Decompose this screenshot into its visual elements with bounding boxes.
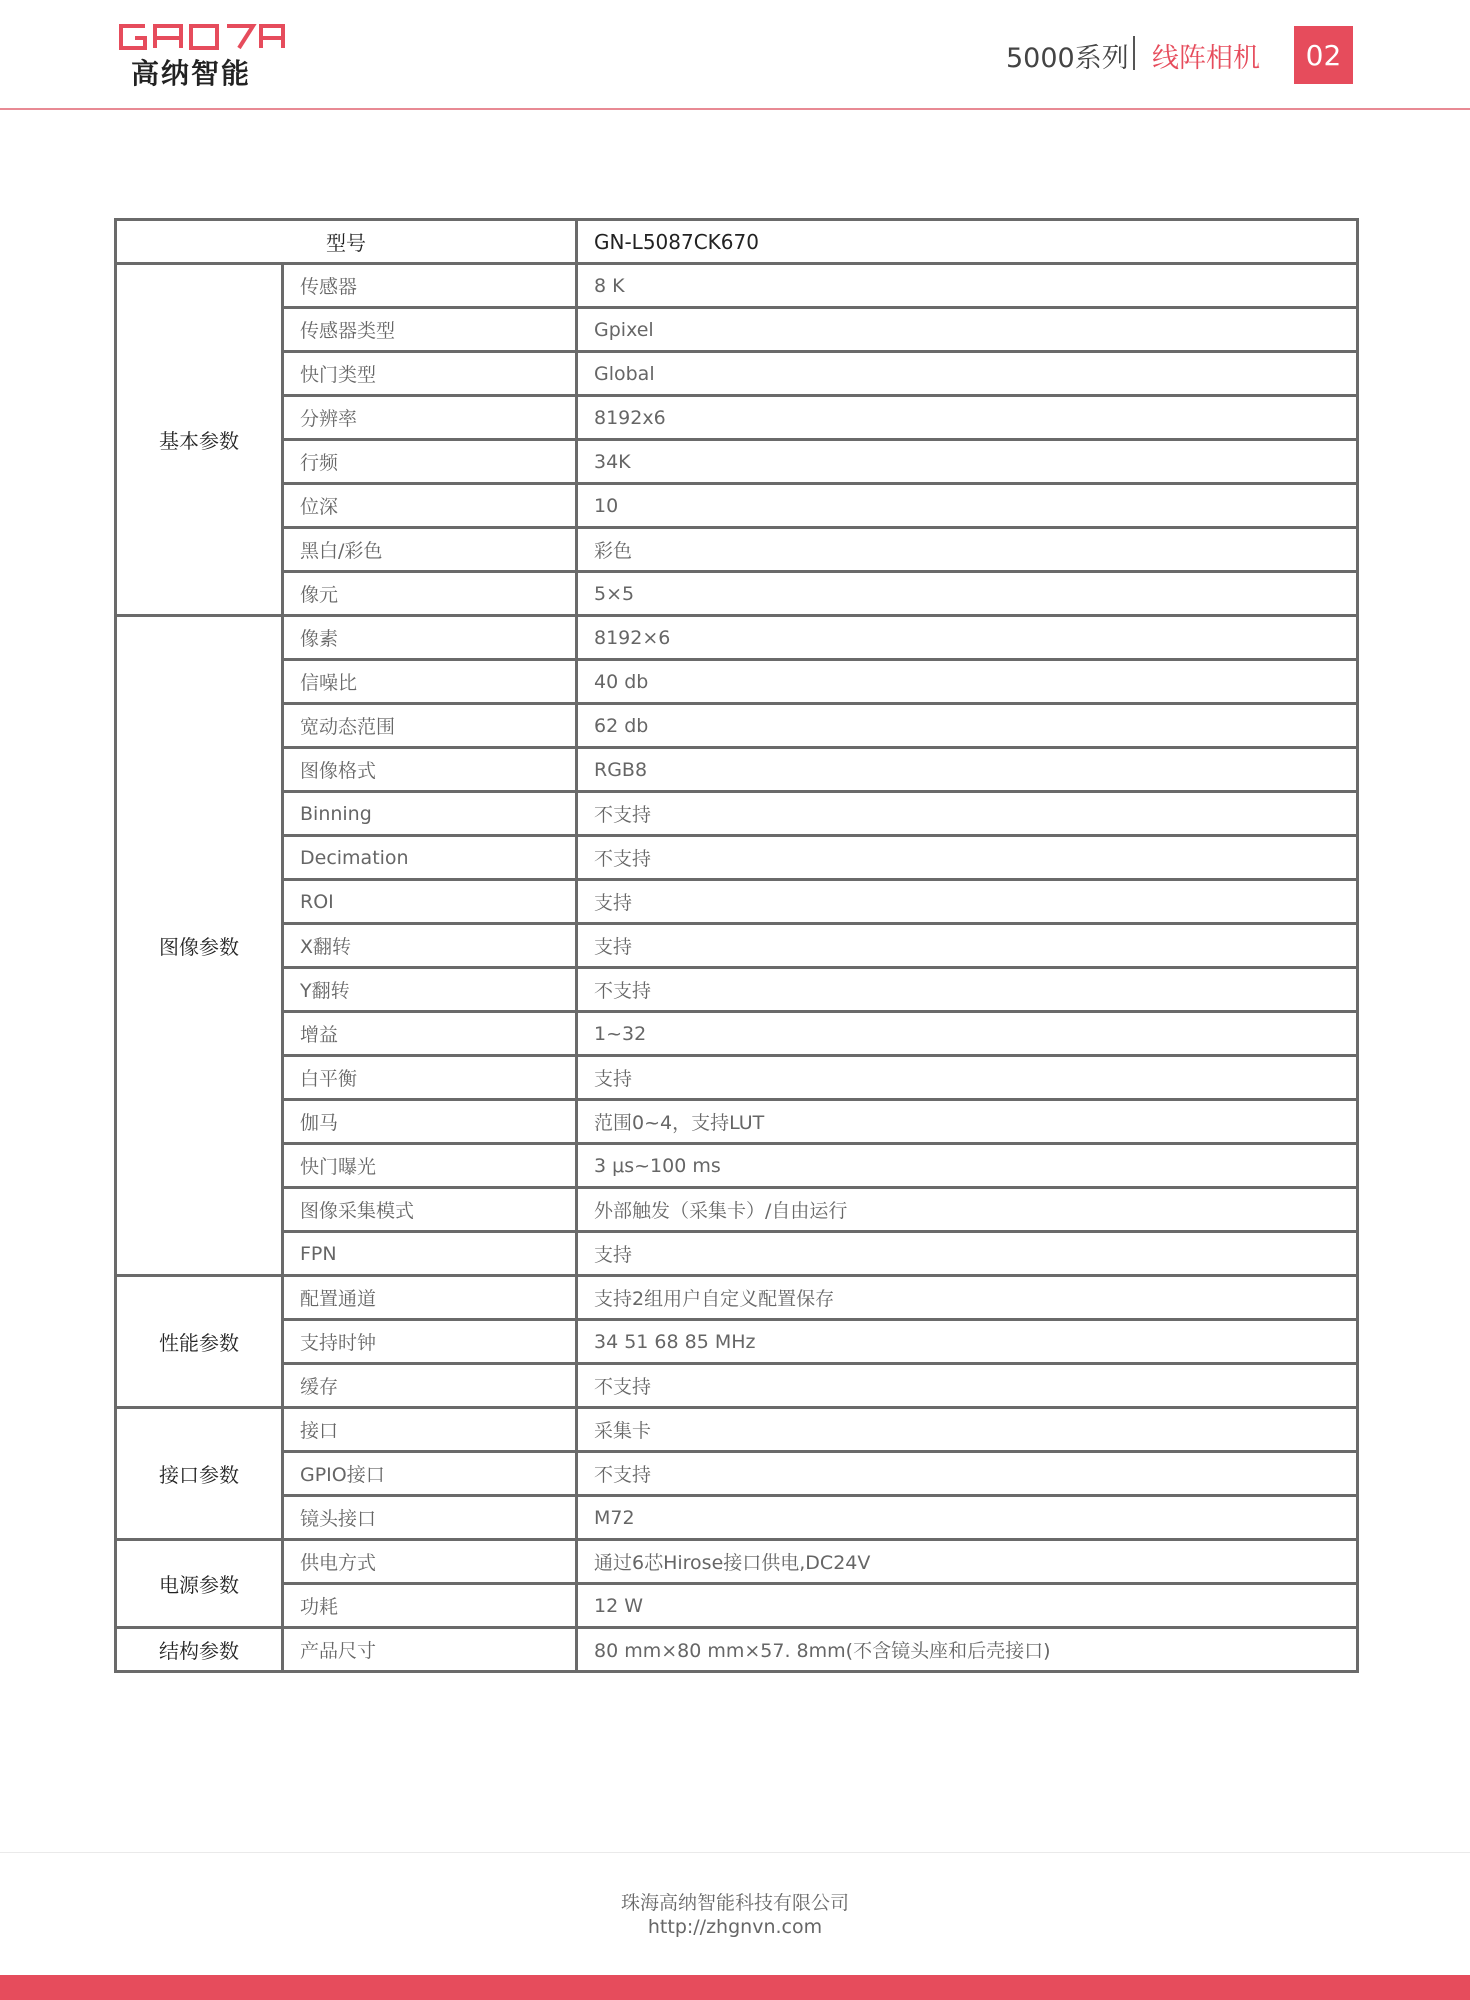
spec-row [116, 528, 1358, 572]
param-name-cell: 图像采集模式 [283, 1188, 577, 1232]
spec-row [116, 836, 1358, 880]
param-value-cell: 不支持 [577, 1364, 1358, 1408]
company-name: 珠海高纳智能科技有限公司 [620, 1892, 849, 1914]
spec-row [116, 440, 1358, 484]
param-name-cell: 像素 [283, 616, 577, 660]
logo-text: 高纳智能 [131, 57, 252, 90]
param-name-cell: 像元 [283, 572, 577, 616]
model-row [116, 220, 1358, 264]
param-name-cell: FPN [283, 1232, 577, 1276]
param-name-cell: Binning [283, 792, 577, 836]
bottom-accent-bar [0, 1975, 1470, 2000]
spec-row [116, 396, 1358, 440]
param-name-cell: 传感器 [283, 264, 577, 308]
spec-row [116, 1188, 1358, 1232]
param-value-cell: 5×5 [577, 572, 1358, 616]
param-name-cell: 伽马 [283, 1100, 577, 1144]
param-name-cell: Y翻转 [283, 968, 577, 1012]
category-cell: 图像参数 [116, 616, 283, 1276]
spec-row [116, 1056, 1358, 1100]
category-cell: 性能参数 [116, 1276, 283, 1408]
param-value-cell: 彩色 [577, 528, 1358, 572]
param-value-cell: 3 μs~100 ms [577, 1144, 1358, 1188]
category-cell: 结构参数 [116, 1628, 283, 1672]
company-logo[interactable] [115, 22, 285, 92]
spec-table-body [116, 220, 1358, 1672]
param-value-cell: 10 [577, 484, 1358, 528]
param-name-cell: Decimation [283, 836, 577, 880]
spec-row [116, 880, 1358, 924]
param-value-cell: Global [577, 352, 1358, 396]
param-value-cell: 通过6芯Hirose接口供电,DC24V [577, 1540, 1358, 1584]
header-divider [0, 108, 1470, 110]
param-value-cell: 12 W [577, 1584, 1358, 1628]
param-value-cell: 80 mm×80 mm×57. 8mm(不含镜头座和后壳接口) [577, 1628, 1358, 1672]
header-separator [1133, 36, 1135, 70]
param-value-cell: RGB8 [577, 748, 1358, 792]
series-label: 5000系列 [1006, 43, 1129, 74]
spec-row [116, 1100, 1358, 1144]
param-name-cell: 快门类型 [283, 352, 577, 396]
param-name-cell: 镜头接口 [283, 1496, 577, 1540]
param-value-cell: 34K [577, 440, 1358, 484]
spec-row [116, 1364, 1358, 1408]
spec-row [116, 1628, 1358, 1672]
spec-row [116, 1144, 1358, 1188]
spec-row [116, 1276, 1358, 1320]
param-name-cell: 信噪比 [283, 660, 577, 704]
param-name-cell: 快门曝光 [283, 1144, 577, 1188]
spec-row [116, 660, 1358, 704]
spec-row [116, 1496, 1358, 1540]
param-name-cell: 缓存 [283, 1364, 577, 1408]
param-name-cell: 支持时钟 [283, 1320, 577, 1364]
spec-row [116, 1012, 1358, 1056]
spec-row [116, 1232, 1358, 1276]
param-name-cell: 产品尺寸 [283, 1628, 577, 1672]
param-value-cell: 支持 [577, 1232, 1358, 1276]
param-value-cell: 62 db [577, 704, 1358, 748]
spec-row [116, 924, 1358, 968]
category-cell: 接口参数 [116, 1408, 283, 1540]
param-value-cell: 不支持 [577, 836, 1358, 880]
spec-row [116, 308, 1358, 352]
spec-row [116, 748, 1358, 792]
param-name-cell: 供电方式 [283, 1540, 577, 1584]
spec-row [116, 1540, 1358, 1584]
param-value-cell: 支持 [577, 1056, 1358, 1100]
model-value: GN-L5087CK670 [577, 220, 1358, 264]
param-value-cell: 不支持 [577, 792, 1358, 836]
spec-row [116, 352, 1358, 396]
param-value-cell: 8192x6 [577, 396, 1358, 440]
page-header [0, 0, 1470, 110]
param-name-cell: 接口 [283, 1408, 577, 1452]
page-number-badge: 02 [1294, 26, 1353, 84]
param-name-cell: 白平衡 [283, 1056, 577, 1100]
category-cell: 基本参数 [116, 264, 283, 616]
param-value-cell: 外部触发（采集卡）/自由运行 [577, 1188, 1358, 1232]
param-value-cell: 支持2组用户自定义配置保存 [577, 1276, 1358, 1320]
spec-row [116, 1320, 1358, 1364]
category-cell: 电源参数 [116, 1540, 283, 1628]
param-value-cell: 34 51 68 85 MHz [577, 1320, 1358, 1364]
spec-row [116, 968, 1358, 1012]
spec-row [116, 616, 1358, 660]
param-value-cell: M72 [577, 1496, 1358, 1540]
spec-row [116, 484, 1358, 528]
param-value-cell: 40 db [577, 660, 1358, 704]
footer-divider [0, 1852, 1470, 1853]
spec-row [116, 1452, 1358, 1496]
param-value-cell: 支持 [577, 880, 1358, 924]
param-value-cell: 支持 [577, 924, 1358, 968]
param-value-cell: 不支持 [577, 968, 1358, 1012]
param-name-cell: 配置通道 [283, 1276, 577, 1320]
param-value-cell: Gpixel [577, 308, 1358, 352]
param-name-cell: 图像格式 [283, 748, 577, 792]
spec-row [116, 1584, 1358, 1628]
param-name-cell: 功耗 [283, 1584, 577, 1628]
param-name-cell: 行频 [283, 440, 577, 484]
website-link[interactable]: http://zhgnvn.com [647, 1916, 823, 1938]
param-name-cell: 宽动态范围 [283, 704, 577, 748]
spec-row [116, 1408, 1358, 1452]
param-name-cell: 黑白/彩色 [283, 528, 577, 572]
param-value-cell: 1~32 [577, 1012, 1358, 1056]
logo-mark-icon [115, 22, 285, 52]
param-name-cell: 分辨率 [283, 396, 577, 440]
param-value-cell: 采集卡 [577, 1408, 1358, 1452]
spec-table [114, 218, 1359, 1673]
spec-row [116, 572, 1358, 616]
param-name-cell: 传感器类型 [283, 308, 577, 352]
param-value-cell: 不支持 [577, 1452, 1358, 1496]
param-name-cell: 位深 [283, 484, 577, 528]
param-name-cell: ROI [283, 880, 577, 924]
param-name-cell: GPIO接口 [283, 1452, 577, 1496]
param-value-cell: 8 K [577, 264, 1358, 308]
spec-row [116, 792, 1358, 836]
product-category: 线阵相机 [1152, 43, 1260, 74]
spec-row [116, 264, 1358, 308]
param-name-cell: 增益 [283, 1012, 577, 1056]
param-name-cell: X翻转 [283, 924, 577, 968]
spec-row [116, 704, 1358, 748]
param-value-cell: 范围0~4，支持LUT [577, 1100, 1358, 1144]
model-label: 型号 [116, 220, 577, 264]
param-value-cell: 8192×6 [577, 616, 1358, 660]
